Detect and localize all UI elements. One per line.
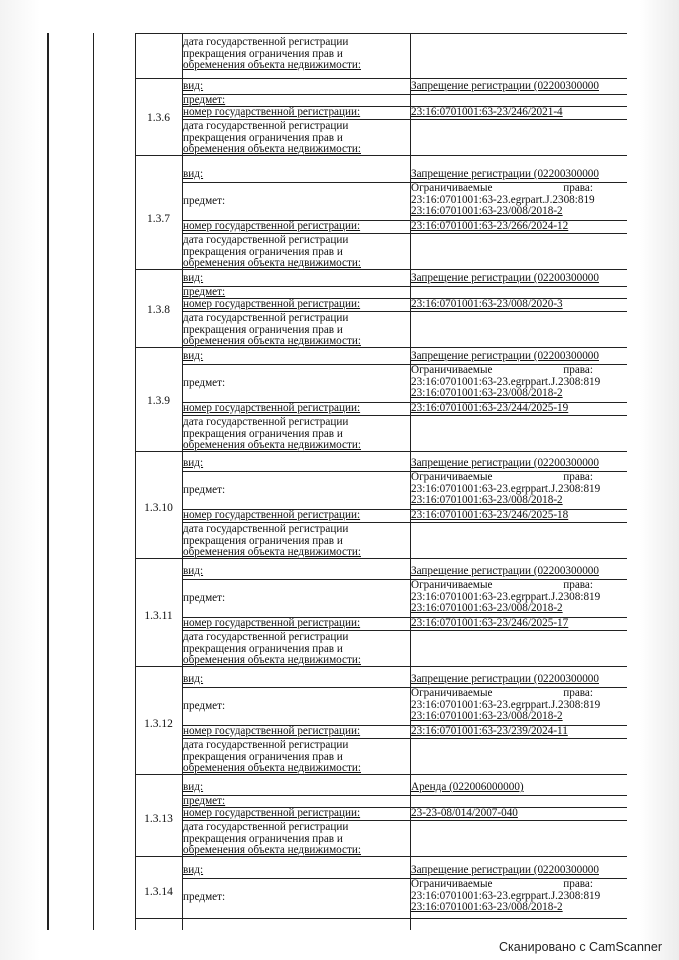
predmet-value xyxy=(411,580,627,592)
table-border xyxy=(182,738,627,739)
table-border xyxy=(136,774,627,775)
predmet-prefix: Ограничиваемые xyxy=(411,879,493,890)
registration-number-label: номер государственной регистрации: xyxy=(183,618,361,629)
vid-value: Аренда (022006000000) xyxy=(411,782,524,793)
vid-label: вид: xyxy=(183,169,204,180)
predmet-value: 23:16:0701001:63-23/008/2018-2 xyxy=(411,711,563,722)
table-border xyxy=(136,33,627,34)
row-number: 1.3.7 xyxy=(147,212,170,225)
vid-label: вид: xyxy=(183,273,204,284)
predmet-value: 23:16:0701001:63-23.egrppart.J.2308:819 xyxy=(411,699,601,711)
predmet-prefix: Ограничиваемые xyxy=(411,183,493,194)
table-border xyxy=(182,415,627,416)
termination-date-label: прекращения ограничения прав и xyxy=(183,643,343,655)
vid-label: вид: xyxy=(183,566,204,577)
row-number: 1.3.14 xyxy=(144,886,173,898)
table-border xyxy=(136,155,627,156)
vid-value: Запрещение регистрации (02200300000 xyxy=(411,458,599,469)
termination-date-label: дата государственной регистрации xyxy=(183,121,349,132)
predmet-value-line xyxy=(411,580,593,592)
termination-date-label: обременения объекта недвижимости: xyxy=(183,547,361,558)
vid-label: вид: xyxy=(183,458,204,469)
termination-date-label: обременения объекта недвижимости: xyxy=(183,336,361,347)
row-number: 1.3.10 xyxy=(144,501,173,514)
vid-label: вид: xyxy=(183,865,204,876)
table-border xyxy=(136,666,627,667)
registration-number-value: 23:16:0701001:63-23/246/2021-4 xyxy=(411,107,563,118)
predmet-value: 23:16:0701001:63-23/008/2018-2 xyxy=(411,388,563,399)
predmet-label: предмет: xyxy=(183,196,226,207)
termination-date-label: обременения объекта недвижимости: xyxy=(183,655,361,666)
camscanner-watermark: Сканировано с CamScanner xyxy=(499,940,662,954)
vid-value: Запрещение регистрации (02200300000 xyxy=(411,351,599,362)
row-number: 1.3.8 xyxy=(147,303,170,316)
table-border xyxy=(182,233,627,234)
predmet-value: 23:16:0701001:63-23/008/2018-2 xyxy=(411,902,563,913)
termination-date-label: дата государственной регистрации xyxy=(183,632,349,643)
registration-number-value: 23:16:0701001:63-23/239/2024-11 xyxy=(411,726,568,737)
registration-number-value: 23:16:0701001:63-23/244/2025-19 xyxy=(411,403,569,414)
predmet-value: 23:16:0701001:63-23.egrpart.J.2308:819 xyxy=(411,194,595,206)
row-number: 1.3.11 xyxy=(144,609,173,622)
vid-value: Запрещение регистрации (02200300000 xyxy=(411,169,599,180)
termination-date-label: дата государственной регистрации xyxy=(183,235,349,246)
predmet-prefix: права: xyxy=(563,688,593,699)
predmet-value-line xyxy=(411,688,593,700)
table-border xyxy=(182,820,627,821)
table-border xyxy=(182,119,627,120)
registration-number-label: номер государственной регистрации: xyxy=(183,299,361,310)
predmet-value: 23:16:0701001:63-23.egrppart.J.2308:819 xyxy=(411,376,601,388)
termination-date-label: прекращения ограничения прав и xyxy=(183,751,343,763)
table-border xyxy=(93,33,94,930)
vid-label: вид: xyxy=(183,674,204,685)
predmet-label: предмет: xyxy=(183,593,226,604)
predmet-prefix: Ограничиваемые xyxy=(411,365,493,376)
row-number: 1.3.6 xyxy=(147,111,170,124)
row-number: 1.3.9 xyxy=(147,394,170,407)
predmet-value xyxy=(411,472,627,484)
registration-number-label: номер государственной регистрации: xyxy=(183,726,361,737)
predmet-label: предмет: xyxy=(183,892,226,903)
termination-date-label: дата государственной регистрации xyxy=(183,37,349,48)
termination-date-label: прекращения ограничения прав и xyxy=(183,428,343,440)
predmet-prefix: права: xyxy=(563,879,593,890)
table-border xyxy=(136,451,627,452)
predmet-value: 23:16:0701001:63-23/008/2018-2 xyxy=(411,495,563,506)
predmet-value: 23:16:0701001:63-23.egrppart.J.2308:819 xyxy=(411,890,601,902)
row-number: 1.3.12 xyxy=(144,717,173,730)
predmet-value: 23:16:0701001:63-23.egrppart.J.2308:819 xyxy=(411,483,601,495)
table-border xyxy=(136,78,627,79)
predmet-value xyxy=(411,879,627,891)
predmet-value-line xyxy=(411,879,593,891)
predmet-prefix: Ограничиваемые xyxy=(411,688,493,699)
predmet-label: предмет: xyxy=(183,701,226,712)
table-border xyxy=(135,33,136,930)
predmet-prefix: права: xyxy=(563,472,593,483)
termination-date-label: дата государственной регистрации xyxy=(183,524,349,535)
termination-date-label: обременения объекта недвижимости: xyxy=(183,440,361,451)
vid-value: Запрещение регистрации (02200300000 xyxy=(411,273,599,284)
table-border xyxy=(136,347,627,348)
vid-value: Запрещение регистрации (02200300000 xyxy=(411,674,599,685)
termination-date-label: обременения объекта недвижимости: xyxy=(183,60,361,71)
termination-date-label: обременения объекта недвижимости: xyxy=(183,258,361,269)
predmet-value: 23:16:0701001:63-23/008/2018-2 xyxy=(411,206,563,217)
termination-date-label: дата государственной регистрации xyxy=(183,740,349,751)
predmet-value: 23:16:0701001:63-23/008/2018-2 xyxy=(411,603,563,614)
termination-date-label: обременения объекта недвижимости: xyxy=(183,144,361,155)
predmet-prefix: права: xyxy=(563,183,593,194)
predmet-label: предмет: xyxy=(183,796,226,807)
termination-date-label: прекращения ограничения прав и xyxy=(183,48,343,60)
vid-value: Запрещение регистрации (02200300000 xyxy=(411,566,599,577)
registration-number-label: номер государственной регистрации: xyxy=(183,221,361,232)
predmet-prefix: права: xyxy=(563,365,593,376)
predmet-value-line xyxy=(411,183,593,195)
predmet-label: предмет: xyxy=(183,485,226,496)
registration-number-value: 23:16:0701001:63-23/246/2025-18 xyxy=(411,510,569,521)
termination-date-label: прекращения ограничения прав и xyxy=(183,324,343,336)
predmet-value-line xyxy=(411,472,593,484)
predmet-label: предмет: xyxy=(183,287,226,298)
predmet-prefix: Ограничиваемые xyxy=(411,472,493,483)
termination-date-label: дата государственной регистрации xyxy=(183,313,349,324)
table-border xyxy=(136,269,627,270)
registration-number-value: 23:16:0701001:63-23/008/2020-3 xyxy=(411,299,563,310)
table-border xyxy=(182,311,627,312)
registration-number-label: номер государственной регистрации: xyxy=(183,510,361,521)
registration-number-value: 23:16:0701001:63-23/266/2024-12 xyxy=(411,221,569,232)
predmet-value-line xyxy=(411,365,593,377)
termination-date-label: обременения объекта недвижимости: xyxy=(183,845,361,856)
predmet-prefix: права: xyxy=(563,580,593,591)
termination-date-label: дата государственной регистрации xyxy=(183,417,349,428)
vid-value: Запрещение регистрации (02200300000 xyxy=(411,81,599,92)
registration-number-value: 23:16:0701001:63-23/246/2025-17 xyxy=(411,618,569,629)
table-border xyxy=(136,856,627,857)
predmet-value: 23:16:0701001:63-23.egrppart.J.2308:819 xyxy=(411,591,601,603)
termination-date-label: обременения объекта недвижимости: xyxy=(183,763,361,774)
predmet-label: предмет: xyxy=(183,378,226,389)
termination-date-label: дата государственной регистрации xyxy=(183,822,349,833)
predmet-value xyxy=(411,688,627,700)
predmet-prefix: Ограничиваемые xyxy=(411,580,493,591)
registration-number-value: 23-23-08/014/2007-040 xyxy=(411,808,518,819)
termination-date-label: прекращения ограничения прав и xyxy=(183,833,343,845)
registration-number-label: номер государственной регистрации: xyxy=(183,808,361,819)
vid-label: вид: xyxy=(183,782,204,793)
table-border xyxy=(182,522,627,523)
predmet-value xyxy=(411,365,627,377)
registration-number-label: номер государственной регистрации: xyxy=(183,107,361,118)
predmet-label: предмет: xyxy=(183,95,226,106)
predmet-value xyxy=(411,183,627,195)
row-number: 1.3.13 xyxy=(144,812,173,825)
vid-label: вид: xyxy=(183,81,204,92)
termination-date-label: прекращения ограничения прав и xyxy=(183,246,343,258)
termination-date-label: прекращения ограничения прав и xyxy=(183,132,343,144)
registration-number-label: номер государственной регистрации: xyxy=(183,403,361,414)
termination-date-label: прекращения ограничения прав и xyxy=(183,535,343,547)
table-border xyxy=(136,558,627,559)
vid-value: Запрещение регистрации (02200300000 xyxy=(411,865,599,876)
table-border xyxy=(182,630,627,631)
table-border xyxy=(47,33,49,930)
vid-label: вид: xyxy=(183,351,204,362)
table-border xyxy=(136,918,627,919)
